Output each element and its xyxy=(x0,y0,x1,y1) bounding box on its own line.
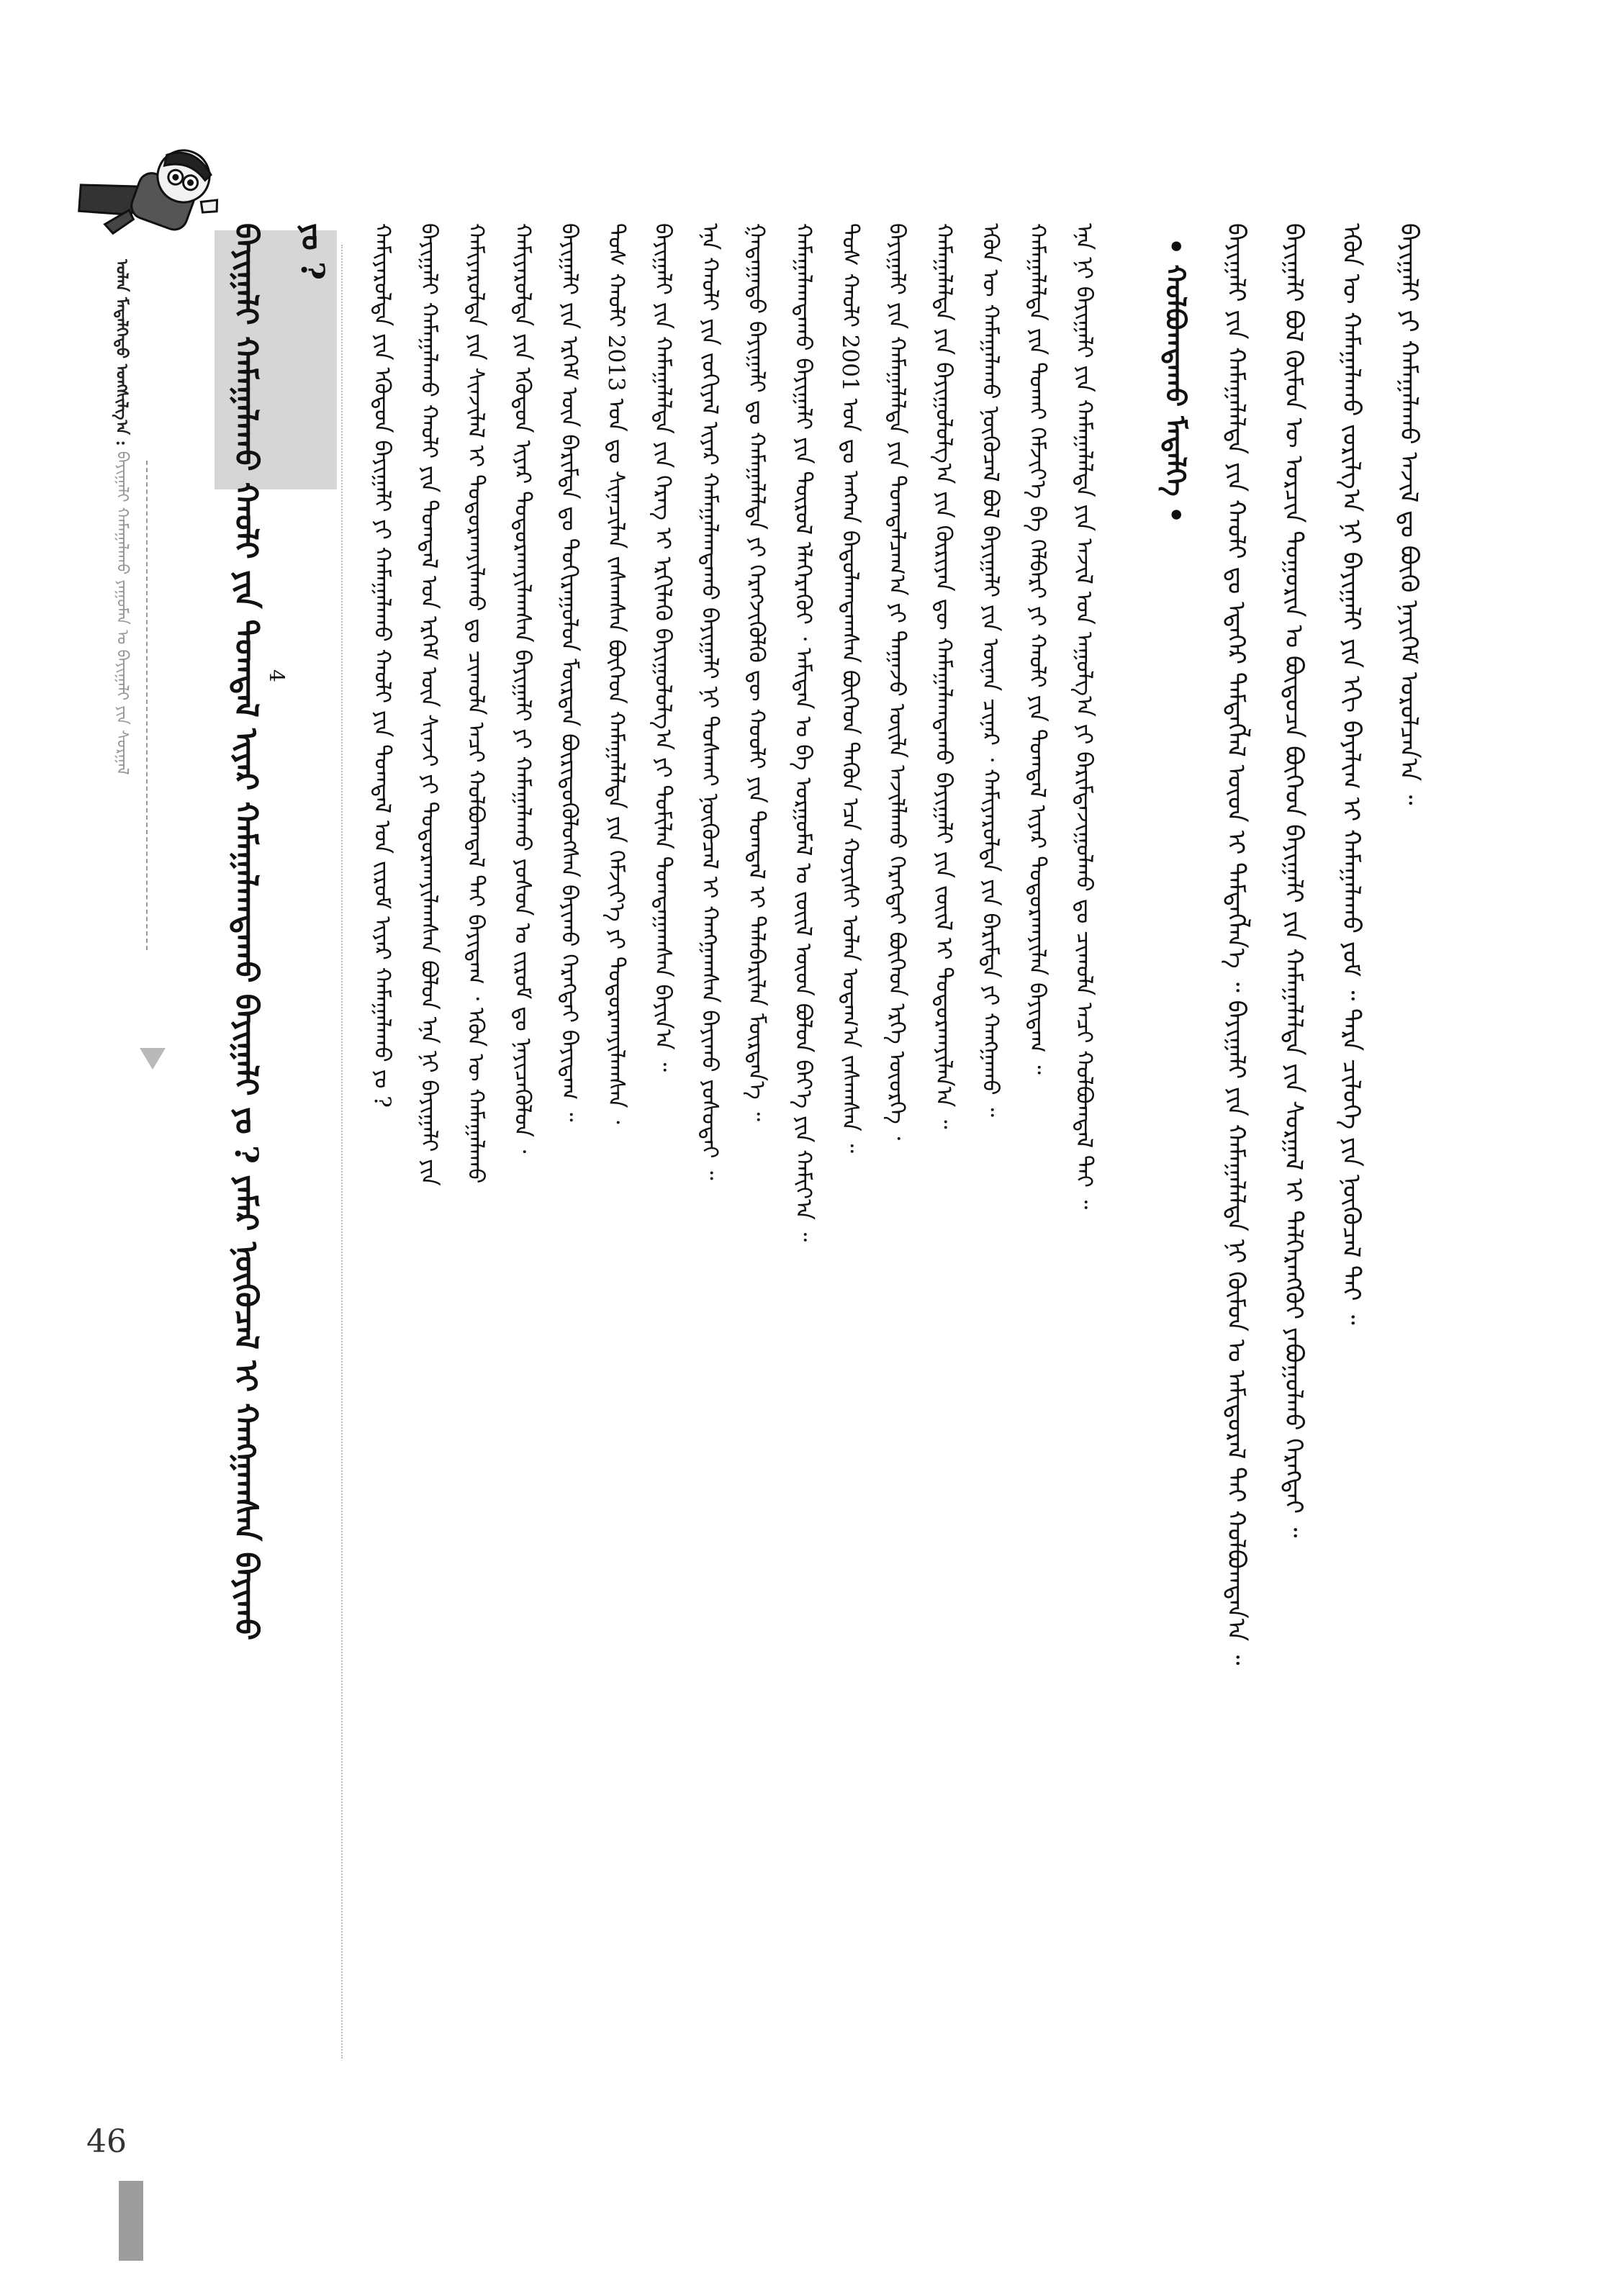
body-line: ᠡᠭᠦᠨ ᠦ ᠬᠠᠮᠠᠭᠠᠯᠠᠬᠤ ᠨᠥᠬᠦᠴᠡᠯ ᠪᠣᠯ ᠪᠠᠶᠢᠭᠠᠯᠢ ᠶᠢᠨ ᠦᠨᠡᠨ ᠴᠢᠨᠠᠷ ᠂ ᠬᠠᠮᠢᠶᠠᠷᠤᠯᠲᠠ ᠶᠢᠨ ᠪᠠᠷᠢᠮᠲᠠ ᠶᠢ ᠬᠠᠩᠭᠠᠬᠤ ᠃ xyxy=(978,223,1003,1117)
header-prefix: ᠣᠯᠠᠨ ᠮᠡᠳᠡᠯᠭᠡᠲᠦ ᠤᠩᠰᠢᠯᠭ᠎ᠠ : xyxy=(112,259,131,446)
question-title-cont: ᠶᠤ ? xyxy=(294,223,330,280)
body-line: ᠡᠨᠡ ᠨᠢ ᠪᠠᠶᠢᠭᠠᠯᠢ ᠶᠢᠨ ᠬᠠᠮᠠᠭᠠᠯᠠᠯᠲᠠ ᠶᠢᠨ ᠠᠵᠢᠯ ᠤᠨ ᠠᠭᠤᠯᠭ᠎ᠠ ᠶᠢ ᠪᠠᠷᠢᠮᠲᠠᠵᠢᠭᠤᠯᠬᠤ ᠳᠤ ᠴᠢᠬᠤᠯᠠ ᠠᠴᠢ ᠬᠣᠯᠪᠣᠭᠳᠠᠯ ᠲᠠᠶ ᠃ xyxy=(1071,223,1097,1210)
title-divider xyxy=(341,245,343,2058)
body-line: ᠲᠤᠰ ᠬᠠᠤᠯᠢ 2013 ᠣᠨ ᠳᠤ ᠰᠢᠨᠡᠴᠢᠯᠡᠨ ᠵᠠᠰᠠᠭᠰᠠᠨ ᠪᠥᠭᠡᠳ ᠬᠠᠮᠠᠭᠠᠯᠠᠯᠲᠠ ᠶᠢᠨ ᠬᠡᠮᠵᠢᠶ᠎ᠡ ᠶᠢ ᠲᠣᠳᠣᠷᠬᠠᠶᠢᠯᠠᠭᠰᠠᠨ ᠂ xyxy=(603,223,629,1124)
body-line: ᠬᠠᠮᠠᠭᠠᠯᠠᠭᠳᠠᠬᠤ ᠪᠠᠶᠢᠭᠠᠯᠢ ᠶᠢᠨ ᠲᠥᠷᠦᠯ ᠡᠯᠡᠭᠡᠷᠡᠬᠦᠢ ᠂ ᠠᠮᠢᠲᠠᠨ ᠤ ᠪᠠ ᠤᠷᠭᠤᠮᠠᠯ ᠤ ᠵᠦᠢᠯ ᠦᠳ ᠪᠣᠯᠤᠨ ᠪᠡᠶ᠎ᠡ ᠶᠢᠨ ᠬᠠᠮᠢᠶ᠎ᠠ ᠃ xyxy=(790,223,816,1242)
triangle-marker-icon xyxy=(140,1048,166,1070)
intro-line: ᠡᠭᠦᠨ ᠦ ᠬᠠᠮᠠᠭᠠᠯᠠᠬᠤ ᠵᠣᠷᠢᠯᠭ᠎ᠠ ᠨᠢ ᠪᠠᠶᠢᠭᠠᠯᠢ ᠶᠢᠨ ᠡᠬᠢ ᠪᠠᠶᠠᠯᠢᠭ ᠢ ᠬᠠᠮᠠᠭᠠᠯᠠᠬᠤ ᠶᠤᠮ ᠃ ᠲᠡᠷᠡ ᠴᠢᠯᠦᠭᠡ ᠶᠢᠨ ᠨᠥᠬᠦᠴᠡᠯ ᠲᠠᠶ ᠃ xyxy=(1337,223,1365,1325)
body-line: ᠪᠠᠶᠢᠭᠠᠯᠢ ᠶᠢᠨ ᠡᠷᠬᠡᠮ ᠦᠨ ᠪᠠᠷᠢᠮᠲᠠ ᠳᠤ ᠲᠣᠬᠢᠷᠠᠭᠤᠯᠤᠨ ᠮᠥᠷᠳᠡᠨ ᠪᠦᠷᠢᠳᠦᠭᠦᠯᠦᠭᠰᠡᠨ ᠪᠠᠶᠢᠬᠤ ᠬᠡᠷᠡᠭᠲᠡᠶ ᠪᠠᠶᠢᠳᠠᠭ ᠃ xyxy=(556,223,582,1122)
header-title: ᠪᠠᠶᠢᠭᠠᠯᠢ ᠬᠠᠮᠠᠭᠠᠯᠠᠬᠤ ᠶᠠᠭᠤᠮᠠᠨ ᠤ ᠪᠠᠶᠢᠭᠠᠯᠢ ᠶᠢᠨ ᠰᠤᠷᠭᠠᠯ xyxy=(113,451,131,775)
body-line: ᠲᠤᠰ ᠬᠠᠤᠯᠢ 2001 ᠣᠨ ᠳᠤ ᠠᠩᠬᠠ ᠪᠠᠲᠤᠯᠠᠭᠳᠠᠭᠰᠠᠨ ᠪᠥᠭᠡᠳ ᠲᠡᠭᠦᠨ ᠡᠴᠡ ᠬᠣᠶᠢᠰᠢ ᠣᠯᠠᠨ ᠤᠳᠠᠭ᠎ᠠ ᠵᠠᠰᠠᠭᠰᠠᠨ ᠃ xyxy=(837,223,863,1154)
body-line: ᠬᠠᠮᠠᠭᠠᠯᠠᠯᠲᠠ ᠶᠢᠨ ᠲᠤᠬᠠᠶ ᠬᠡᠮᠵᠢᠶ᠎ᠡ ᠪᠠ ᠬᠡᠯᠪᠡᠷᠢ ᠶᠢ ᠬᠠᠤᠯᠢ ᠶᠢᠨ ᠲᠣᠭᠲᠠᠯ ᠢᠶᠠᠷ ᠲᠣᠳᠣᠷᠬᠠᠶᠢᠯᠠᠨ ᠪᠠᠶᠢᠳᠠᠭ ᠃ xyxy=(1024,223,1050,1075)
question-title: ᠪᠠᠶᠢᠭᠠᠯᠢ ᠬᠠᠮᠠᠭᠠᠯᠠᠬᠤ ᠬᠠᠤᠯᠢ ᠶᠢᠨ ᠲᠣᠭᠲᠠᠯ ᠢᠶᠠᠷ ᠬᠠᠮᠠᠭᠠᠯᠠᠭᠳᠠᠬᠤ ᠪᠠᠶᠢᠭᠠᠯᠢ ᠶᠤ ? ᠶᠠᠮᠠᠷ ᠨᠥᠬᠦᠴᠡᠯ ᠢ ᠬᠠᠩᠭᠠᠭᠰᠠᠨ ᠪᠠᠶᠢᠬᠤ xyxy=(227,223,264,1641)
related-knowledge-heading: • ᠬᠣᠯᠪᠣᠭᠳᠠᠬᠤ ᠮᠡᠳᠡᠯᠭᠡ • xyxy=(1160,238,1192,524)
running-header xyxy=(108,259,135,1036)
body-line: ᠬᠠᠮᠠᠭᠠᠯᠠᠯᠲᠠ ᠶᠢᠨ ᠪᠠᠶᠢᠭᠤᠯᠤᠯᠭ᠎ᠠ ᠶᠢᠨ ᠬᠦᠷᠢᠶᠡᠨ ᠳᠦ ᠬᠠᠮᠠᠭᠠᠯᠠᠭᠳᠠᠬᠤ ᠪᠠᠶᠢᠭᠠᠯᠢ ᠶᠢᠨ ᠵᠦᠢᠯ ᠢ ᠲᠣᠳᠣᠷᠬᠠᠶᠢᠯᠠᠨ᠎ᠠ ᠃ xyxy=(931,223,957,1129)
body-line: ᠭᠠᠳᠠᠭᠠᠳᠤ ᠪᠠᠶᠢᠭᠠᠯᠢ ᠳᠤ ᠬᠠᠮᠠᠭᠠᠯᠠᠯᠲᠠ ᠶᠢ ᠬᠡᠷᠡᠭᠵᠢᠭᠦᠯᠬᠦ ᠳᠦ ᠬᠤᠤᠯᠢ ᠶᠢᠨ ᠲᠣᠭᠲᠠᠯ ᠢ ᠲᠠᠯᠠᠪᠠᠷᠢᠯᠠᠨ ᠮᠥᠷᠳᠡᠨ᠎ᠡ ᠃ xyxy=(744,223,769,1121)
intro-line: ᠪᠠᠶᠢᠭᠠᠯᠢ ᠪᠣᠯ ᠬᠦᠮᠦᠨ ᠦ ᠣᠷᠴᠢᠨ ᠲᠣᠭᠣᠷᠢᠨ ᠤ ᠪᠦᠲᠦᠴᠡ ᠪᠥᠭᠡᠳ ᠪᠠᠶᠢᠭᠠᠯᠢ ᠶᠢᠨ ᠬᠠᠮᠠᠭᠠᠯᠠᠯᠲᠠ ᠶᠢᠨ ᠰᠤᠷᠭᠠᠯ ᠢ ᠳᠡᠯᠭᠡᠷᠡᠩᠭᠦᠢ ᠶᠠᠪᠤᠭᠤᠯᠬᠤ ᠬᠡᠷᠡᠭᠲᠡᠢ ᠃ xyxy=(1279,223,1308,1538)
page-number: 46 xyxy=(86,2123,127,2160)
body-line: ᠪᠠᠶᠢᠭᠠᠯᠢ ᠶᠢᠨ ᠬᠠᠮᠠᠭᠠᠯᠠᠯᠲᠠ ᠶᠢᠨ ᠬᠡᠷᠡᠭ ᠢ ᠡᠷᠬᠢᠯᠡᠬᠦ ᠪᠠᠶᠢᠭᠤᠯᠤᠯᠭ᠎ᠠ ᠶᠢ ᠲᠣᠮᠢᠯᠠᠨ ᠲᠣᠭᠲᠠᠭᠠᠭᠰᠠᠨ ᠪᠠᠶᠢᠨ᠎ᠠ ᠃ xyxy=(650,223,676,1072)
page-edge-bar xyxy=(119,2181,143,2261)
header-divider xyxy=(146,461,148,950)
intro-line: ᠪᠠᠶᠢᠭᠠᠯᠢ ᠶᠢᠨ ᠬᠠᠮᠠᠭᠠᠯᠠᠯᠲᠠ ᠶᠢᠨ ᠬᠠᠤᠯᠢ ᠳᠤ ᠡᠳᠡᠭᠡᠷ ᠲᠡᠮᠳᠡᠭᠯᠡᠯ ᠦᠳ ᠢ ᠲᠡᠮᠳᠡᠭᠯᠡᠨ᠎ᠡ ᠃ ᠪᠠᠶᠢᠭᠠᠯᠢ ᠶᠢᠨ ᠬᠠᠮᠠᠭᠠᠯᠠᠯᠲᠠ ᠨᠢ ᠬᠦᠮᠦᠨ ᠤ ᠠᠮᠢᠳᠤᠷᠠᠯ ᠲᠠᠶ ᠬᠣᠯᠪᠣᠭᠳᠠᠨ᠎ᠠ ᠃ xyxy=(1222,223,1250,1665)
intro-line: ᠪᠠᠶᠢᠭᠠᠯᠢ ᠶᠢ ᠬᠠᠮᠠᠭᠠᠯᠠᠬᠤ ᠠᠵᠢᠯ ᠳᠤ ᠪᠦᠬᠦ ᠨᠡᠶᠢᠭᠡᠮ ᠣᠷᠣᠯᠴᠠᠨ᠎ᠠ ᠃ xyxy=(1394,223,1423,805)
mascot-boy-icon xyxy=(65,130,230,274)
body-line: ᠪᠠᠶᠢᠭᠠᠯᠢ ᠬᠠᠮᠠᠭᠠᠯᠠᠬᠤ ᠬᠠᠤᠯᠢ ᠶᠢᠨ ᠲᠣᠭᠲᠠᠯ ᠤᠨ ᠡᠷᠬᠡᠮ ᠦᠨ ᠰᠢᠨᠵᠢ ᠶᠢ ᠲᠣᠳᠣᠷᠬᠠᠶᠢᠯᠠᠭᠰᠠᠨ ᠪᠣᠯᠤᠨ ᠡᠨᠡ ᠨᠢ ᠪᠠᠶᠢᠭᠠᠯᠢ ᠶᠢᠨ xyxy=(416,223,442,1186)
question-number: 4 xyxy=(265,669,289,682)
body-line: ᠪᠠᠶᠢᠭᠠᠯᠢ ᠶᠢᠨ ᠬᠠᠮᠠᠭᠠᠯᠠᠯᠲᠠ ᠶᠢᠨ ᠲᠣᠭᠲᠠᠯᠴᠠᠭ᠎ᠠ ᠶᠢ ᠳᠠᠭᠠᠵᠤ ᠦᠢᠯᠡ ᠠᠵᠢᠯᠯᠠᠬᠤ ᠬᠡᠷᠡᠭᠲᠡᠢ ᠪᠥᠭᠡᠳ ᠡᠷᠬᠡ ᠦᠦᠷᠭᠡ ᠂ xyxy=(884,223,910,1141)
body-line: ᠬᠠᠮᠢᠶᠠᠷᠤᠯᠲᠠ ᠶᠢᠨ ᠰᠢᠨᠵᠢᠯᠡᠯ ᠢ ᠲᠣᠳᠣᠷᠬᠠᠶᠢᠯᠠᠬᠤ ᠳᠤ ᠴᠢᠬᠤᠯᠠ ᠠᠴᠢ ᠬᠣᠯᠪᠣᠭᠳᠠᠯ ᠲᠠᠶ ᠪᠠᠶᠢᠳᠠᠭ ᠂ ᠡᠭᠦᠨ ᠦ ᠬᠠᠮᠠᠭᠠᠯᠠᠬᠤ xyxy=(463,223,489,1184)
body-line: ᠡᠨᠡ ᠬᠠᠤᠯᠢ ᠶᠢᠨ ᠵᠣᠬᠢᠶᠠᠯ ᠢᠶᠠᠷ ᠬᠠᠮᠠᠭᠠᠯᠠᠭᠳᠠᠬᠤ ᠪᠠᠶᠢᠭᠠᠯᠢ ᠨᠢ ᠲᠤᠰᠬᠠᠶ ᠨᠥᠬᠦᠴᠡᠯ ᠢ ᠬᠠᠩᠭᠠᠭᠰᠠᠨ ᠪᠠᠶᠢᠬᠤ ᠶᠣᠰᠣᠲᠠᠶ ᠃ xyxy=(697,223,723,1180)
body-line: ᠬᠠᠮᠢᠶᠠᠷᠤᠯᠲᠠ ᠶᠢᠨ ᠡᠭᠦᠳᠦᠨ ᠪᠠᠶᠢᠭᠠᠯᠢ ᠶᠢ ᠬᠠᠮᠠᠭᠠᠯᠠᠬᠤ ᠬᠠᠤᠯᠢ ᠶᠢᠨ ᠲᠣᠭᠲᠠᠯ ᠤᠨ ᠵᠢᠷᠤᠮ ᠢᠶᠠᠷ ᠬᠠᠮᠠᠭᠠᠯᠠᠬᠤ ᠶᠤ ? xyxy=(369,223,395,1108)
body-line: ᠬᠠᠮᠢᠶᠠᠷᠤᠯᠲᠠ ᠶᠢᠨ ᠡᠭᠦᠳᠦᠨ ᠢᠶᠡᠷ ᠲᠣᠳᠣᠷᠬᠠᠶᠢᠯᠠᠭᠰᠠᠨ ᠪᠠᠶᠢᠭᠠᠯᠢ ᠶᠢ ᠬᠠᠮᠠᠭᠠᠯᠠᠬᠤ ᠶᠤᠰᠤᠨ ᠤ ᠵᠢᠷᠤᠮ ᠳᠤ ᠨᠡᠶᠢᠴᠡᠭᠦᠯᠦᠨ ᠂ xyxy=(510,223,536,1154)
